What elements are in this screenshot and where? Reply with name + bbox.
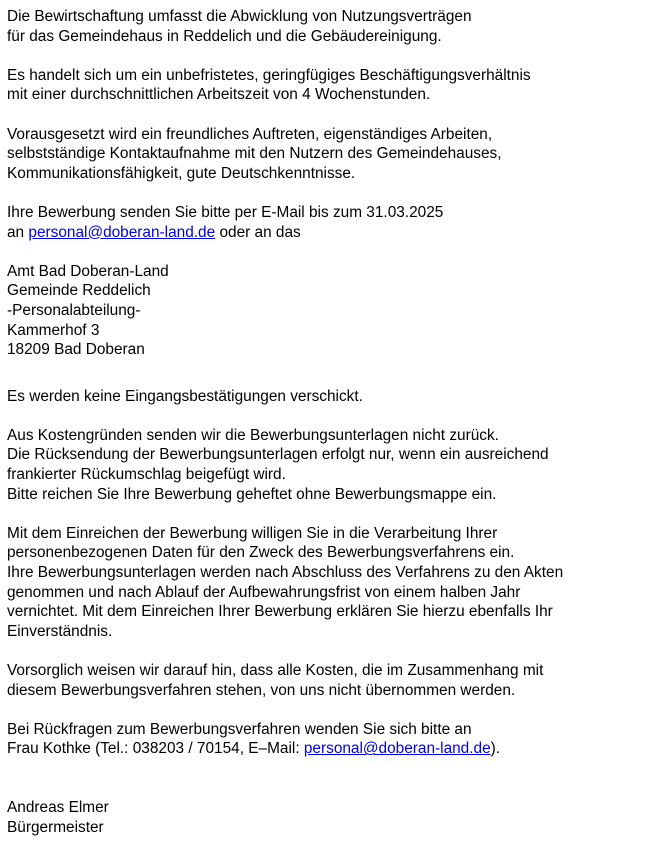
text-line: für das Gemeindehaus in Reddelich und die Gebäudereinigung. (7, 27, 442, 45)
text-fragment: an (7, 223, 29, 241)
paragraph-contact (7, 720, 657, 759)
text-line: genommen und nach Ablauf der Aufbewahrungsfrist von einem halben Jahr (7, 583, 521, 601)
text-line: Es werden keine Eingangsbestätigungen verschickt. (7, 387, 363, 405)
paragraph-no-confirmation (7, 387, 657, 407)
text-line: Ihre Bewerbungsunterlagen werden nach Abschluss des Verfahrens zu den Akten (7, 564, 564, 582)
address-line: -Personalabteilung- (7, 301, 141, 319)
text-line: Vorsorglich weisen wir darauf hin, dass alle Kosten, die im Zusammenhang mit (7, 662, 544, 679)
paragraph-costs (7, 661, 657, 700)
text-fragment: oder an das (215, 223, 301, 241)
text-line: diesem Bewerbungsverfahren stehen, von uns nicht übernommen werden. (7, 681, 516, 699)
text-line (7, 739, 657, 759)
text-line: Vorausgesetzt wird ein freundliches Auftreten, eigenständiges Arbeiten, (7, 125, 493, 143)
text-fragment: ). (490, 740, 501, 758)
email-link[interactable]: personal@doberan-land.de (28, 223, 216, 241)
text-line: Mit dem Einreichen der Bewerbung willigen Sie in die Verarbeitung Ihrer (7, 524, 498, 542)
paragraph-management-scope (7, 7, 657, 46)
address-line: Gemeinde Reddelich (7, 282, 151, 300)
text-line: Die Bewirtschaftung umfasst die Abwicklung von Nutzungsverträgen (7, 8, 472, 25)
paragraph-return-of-documents (7, 426, 657, 504)
text-line: Kommunikationsfähigkeit, gute Deutschkenntnisse. (7, 164, 356, 182)
address-line: Kammerhof 3 (7, 321, 100, 339)
paragraph-requirements (7, 125, 657, 184)
text-line: frankierter Rückumschlag beigefügt wird. (7, 466, 286, 484)
signatory-name: Andreas Elmer (7, 798, 109, 816)
signature-block (7, 798, 657, 837)
signatory-title: Bürgermeister (7, 818, 104, 836)
text-line: Es handelt sich um ein unbefristetes, geringfügiges Beschäftigungsverhältnis (7, 66, 531, 84)
text-line: vernichtet. Mit dem Einreichen Ihrer Bewerbung erklären Sie hierzu ebenfalls Ihr (7, 603, 553, 621)
text-line: Einverständnis. (7, 622, 113, 640)
email-link[interactable]: personal@doberan-land.de (303, 740, 491, 758)
postal-address (7, 262, 657, 360)
text-line: Bei Rückfragen zum Bewerbungsverfahren wenden Sie sich bitte an (7, 720, 472, 738)
text-line: Ihre Bewerbung senden Sie bitte per E-Mail bis zum 31.03.2025 (7, 203, 444, 221)
paragraph-employment-type (7, 66, 657, 105)
paragraph-application-submission (7, 203, 657, 242)
text-line: Die Rücksendung der Bewerbungsunterlagen erfolgt nur, wenn ein ausreichend (7, 446, 549, 464)
document-body (7, 7, 657, 837)
address-line: 18209 Bad Doberan (7, 341, 145, 359)
address-line: Amt Bad Doberan-Land (7, 262, 169, 280)
paragraph-data-processing (7, 524, 657, 642)
text-line: selbstständige Kontaktaufnahme mit den Nutzern des Gemeindehauses, (7, 145, 502, 163)
text-line (7, 223, 657, 243)
text-fragment: Frau Kothke (Tel.: 038203 / 70154, E–Mail: (7, 740, 304, 758)
text-line: mit einer durchschnittlichen Arbeitszeit von 4 Wochenstunden. (7, 86, 431, 104)
text-line: Bitte reichen Sie Ihre Bewerbung geheftet ohne Bewerbungsmappe ein. (7, 485, 497, 503)
text-line: Aus Kostengründen senden wir die Bewerbungsunterlagen nicht zurück. (7, 426, 499, 444)
text-line: personenbezogenen Daten für den Zweck des Bewerbungsverfahrens ein. (7, 544, 515, 562)
